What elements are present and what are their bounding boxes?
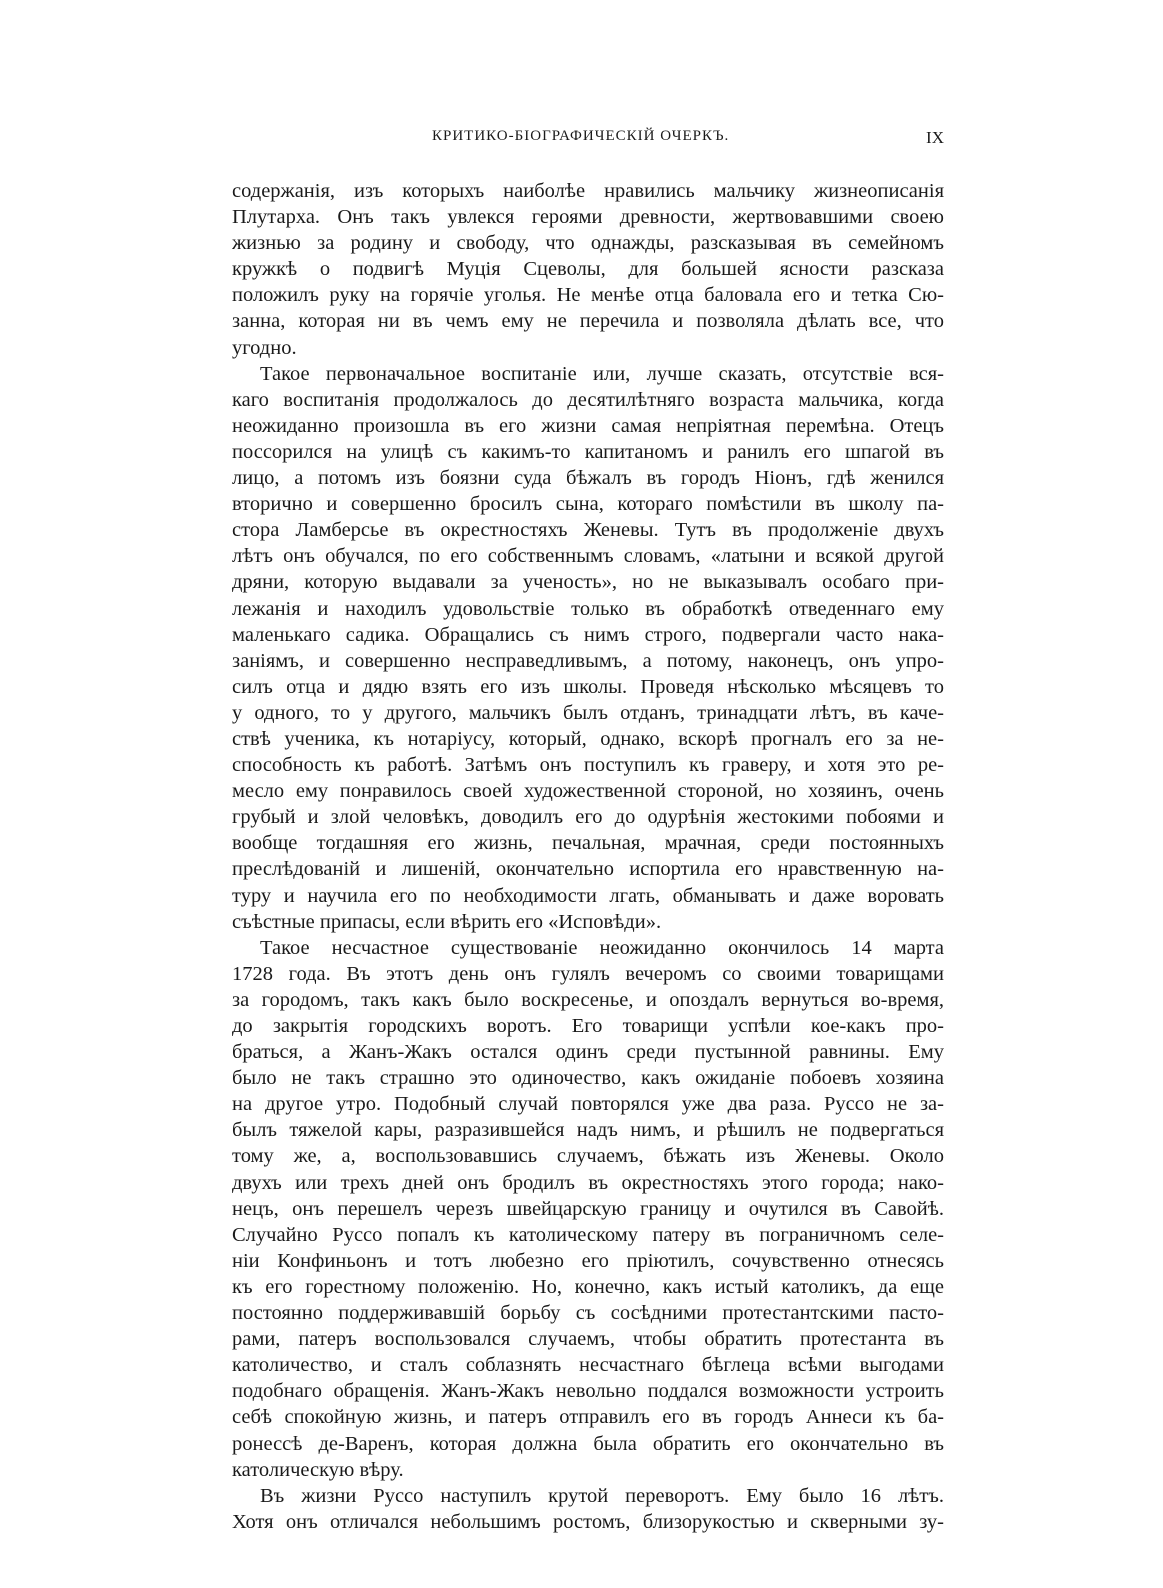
text-line: съѣстные припасы, если вѣрить его «Исповѣди». (232, 910, 662, 933)
text-line: кружкѣ о подвигѣ Муція Сцеволы, для большей ясности разсказа (232, 258, 944, 281)
text-line: подобнаго обращенія. Жанъ-Жакъ невольно поддался возможности устроить (232, 1380, 944, 1403)
text-line: рами, патеръ воспользовался случаемъ, чтобы обратить протестанта въ (232, 1328, 944, 1351)
text-line: за городомъ, такъ какъ было воскресенье, и опоздалъ вернуться во-время, (232, 988, 944, 1011)
text-line: тому же, а, воспользовавшись случаемъ, бѣжать изъ Женевы. Около (232, 1145, 944, 1168)
text-line: заніямъ, и совершенно несправедливымъ, а потому, наконецъ, онъ упро- (232, 649, 944, 672)
text-line: католичество, и сталъ соблазнять несчастнаго бѣглеца всѣми выгодами (232, 1354, 944, 1377)
text-line: католическую вѣру. (232, 1458, 404, 1481)
body-text (232, 178, 944, 1535)
text-line: каго воспитанія продолжалось до десятилѣтняго возраста мальчика, когда (232, 388, 944, 411)
text-line: къ его горестному положенію. Но, конечно, какъ истый католикъ, да еще (232, 1275, 944, 1298)
text-line: лицо, а потомъ изъ боязни суда бѣжалъ въ городъ Ніонъ, гдѣ женился (232, 467, 944, 490)
text-line: неожиданно произошла въ его жизни самая непріятная перемѣна. Отецъ (232, 414, 944, 437)
text-line: у одного, то у другого, мальчикъ былъ отданъ, тринадцати лѣтъ, въ каче- (232, 701, 944, 724)
text-line: нецъ, онъ перешелъ черезъ швейцарскую границу и очутился въ Савойѣ. (232, 1197, 944, 1220)
text-line: занна, которая ни въ чемъ ему не перечила и позволяла дѣлать все, что (232, 310, 944, 333)
text-line: постоянно поддерживавшій борьбу съ сосѣдними протестантскими пасто- (232, 1302, 944, 1325)
text-line: стора Ламберсье въ окрестностяхъ Женевы. Тутъ въ продолженіе двухъ (232, 519, 944, 542)
text-line: Хотя онъ отличался небольшимъ ростомъ, близорукостью и скверными зу- (232, 1510, 944, 1533)
text-line: на другое утро. Подобный случай повторялся уже два раза. Руссо не за- (232, 1093, 944, 1116)
text-line: Плутарха. Онъ такъ увлекся героями древности, жертвовавшими своею (232, 206, 944, 229)
text-line: положилъ руку на горячіе уголья. Не менѣе отца баловала его и тетка Сю- (232, 284, 944, 307)
text-line: былъ тяжелой кары, разразившейся надъ нимъ, и рѣшилъ не подвергаться (232, 1119, 944, 1142)
header-title: КРИТИКО-БІОГРАФИЧЕСКІЙ ОЧЕРКЪ. (432, 128, 730, 144)
text-line: силъ отца и дядю взять его изъ школы. Проведя нѣсколько мѣсяцевъ то (232, 675, 944, 698)
running-header (232, 128, 944, 152)
text-line: дряни, которую выдавали за ученость», но не выказывалъ особаго при- (232, 571, 944, 594)
text-line: двухъ или трехъ дней онъ бродилъ въ окрестностяхъ этого города; нако- (232, 1171, 944, 1194)
text-line: жизнью за родину и свободу, что однажды, разсказывая въ семейномъ (232, 232, 944, 255)
text-line: Случайно Руссо попалъ къ католическому патеру въ пограничномъ селе- (232, 1223, 944, 1246)
text-line: ніи Конфиньонъ и тотъ любезно его пріютилъ, сочувственно отнесясь (232, 1249, 944, 1272)
text-line: себѣ спокойную жизнь, и патеръ отправилъ его въ городъ Аннеси къ ба- (232, 1406, 944, 1429)
text-line: браться, а Жанъ-Жакъ остался одинъ среди пустынной равнины. Ему (232, 1041, 944, 1064)
text-line: лѣтъ онъ обучался, по его собственнымъ словамъ, «латыни и всякой другой (232, 545, 944, 568)
text-line: вообще тогдашняя его жизнь, печальная, мрачная, среди постоянныхъ (232, 832, 944, 855)
text-line: Въ жизни Руссо наступилъ крутой переворотъ. Ему было 16 лѣтъ. (260, 1484, 944, 1507)
text-line: туру и научила его по необходимости лгать, обманывать и даже воровать (232, 884, 944, 907)
text-line: было не такъ страшно это одиночество, какъ ожиданіе побоевъ хозяина (232, 1067, 944, 1090)
text-line: месло ему понравилось своей художественной стороной, но хозяинъ, очень (232, 780, 944, 803)
text-line: Такое несчастное существованіе неожиданно окончилось 14 марта (260, 936, 944, 959)
text-line: ронессѣ де-Варенъ, которая должна была обратить его окончательно въ (232, 1432, 944, 1455)
text-line: ствѣ ученика, къ нотаріусу, который, однако, вскорѣ прогналъ его за не- (232, 727, 944, 750)
text-line: 1728 года. Въ этотъ день онъ гулялъ вечеромъ со своими товарищами (232, 962, 944, 985)
page-number: IX (926, 128, 944, 147)
text-line: угодно. (232, 336, 297, 359)
text-line: Такое первоначальное воспитаніе или, лучше сказать, отсутствіе вся- (260, 362, 944, 385)
text-line: способность къ работѣ. Затѣмъ онъ поступилъ къ граверу, и хотя это ре- (232, 754, 944, 777)
text-line: лежанія и находилъ удовольствіе только въ обработкѣ отведеннаго ему (232, 597, 944, 620)
text-line: маленькаго садика. Обращались съ нимъ строго, подвергали часто нака- (232, 623, 944, 646)
text-line: грубый и злой человѣкъ, доводилъ его до одурѣнія жестокими побоями и (232, 806, 944, 829)
text-line: преслѣдованій и лишеній, окончательно испортила его нравственную на- (232, 858, 944, 881)
text-line: вторично и совершенно бросилъ сына, котораго помѣстили въ школу па- (232, 493, 944, 516)
text-line: поссорился на улицѣ съ какимъ-то капитаномъ и ранилъ его шпагой въ (232, 440, 944, 463)
text-line: содержанія, изъ которыхъ наиболѣе нравились мальчику жизнеописанія (232, 180, 944, 202)
text-line: до закрытія городскихъ воротъ. Его товарищи успѣли кое-какъ про- (232, 1015, 944, 1037)
